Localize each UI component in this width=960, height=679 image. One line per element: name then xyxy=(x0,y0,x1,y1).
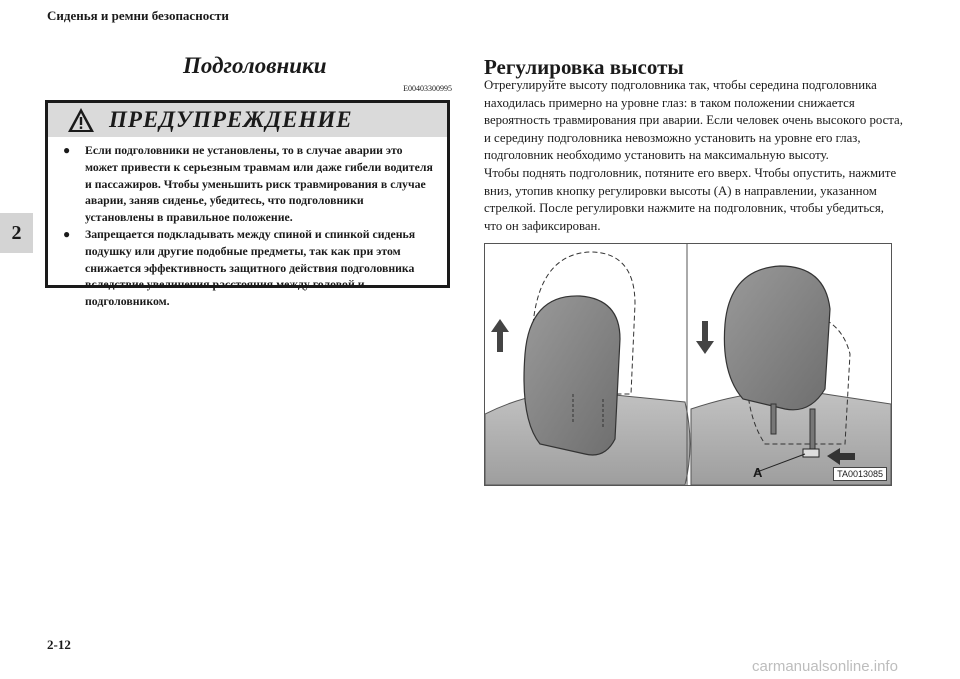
watermark: carmanualsonline.info xyxy=(752,658,898,675)
figure-label-a: A xyxy=(753,465,763,480)
adjustment-title: Регулировка высоты xyxy=(484,55,684,79)
chapter-tab: 2 xyxy=(0,213,33,253)
adjustment-paragraph: Чтобы поднять подголовник, потяните его вверх. Чтобы опустить, нажмите вниз, утопив кнопку регулировки высоты (A) в направлении, указанном стрелкой. После регулировки нажмите на подголовник, чтобы убедиться, что он зафиксирован. xyxy=(484,165,897,233)
page-number: 2-12 xyxy=(47,637,71,652)
warning-item xyxy=(63,226,435,310)
warning-item xyxy=(63,142,435,226)
warning-triangle-icon xyxy=(67,107,95,133)
headrest-figure xyxy=(484,243,892,486)
warning-title: ПРЕДУПРЕЖДЕНИЕ xyxy=(109,107,353,132)
warning-header xyxy=(48,103,447,137)
left-panel xyxy=(485,252,690,485)
adjustment-paragraph: Отрегулируйте высоту подголовника так, чтобы середина подголовника находилась примерно на уровне глаз: в таком положении снижается вероятность травмирования при аварии. Если человек очень высокого роста, и середину подголовника невозможно установить на уровне его глаз, подголовник необходимо установить на максимальную высоту. xyxy=(484,78,903,163)
warning-box xyxy=(45,100,450,309)
headrest-illustration xyxy=(485,244,891,485)
bullet-icon: ● xyxy=(63,143,71,157)
headrest-stem xyxy=(771,404,776,434)
section-code: E00403300995 xyxy=(403,84,452,93)
right-panel xyxy=(691,266,891,485)
headrest-right xyxy=(724,266,830,410)
bullet-icon: ● xyxy=(63,226,71,241)
adjustment-body xyxy=(484,77,904,235)
running-header: Сиденья и ремни безопасности xyxy=(47,8,229,23)
figure-code: TA0013085 xyxy=(833,467,887,481)
warning-item-text: Запрещается подкладывать между спиной и спинкой сиденья подушку или другие подобные предметы, так как при этом снижается эффективность защитного действия подголовника вследствие увеличения расстояния между головой и подголовником. xyxy=(85,226,416,309)
warning-list xyxy=(48,137,447,310)
down-arrow-icon xyxy=(696,321,714,354)
headrest-stem xyxy=(810,409,815,454)
section-title: Подголовники xyxy=(183,53,327,78)
adjust-button xyxy=(803,449,819,457)
up-arrow-icon xyxy=(491,319,509,352)
warning-item-text: Если подголовники не установлены, то в случае аварии это может привести к серьезным травмам или даже гибели водителя и пассажиров. Чтобы уменьшить риск травмирования в случае аварии, заняв сиденье, убедитесь, что подголовники установлены в правильное положение. xyxy=(85,143,433,225)
headrest-left xyxy=(524,296,620,455)
